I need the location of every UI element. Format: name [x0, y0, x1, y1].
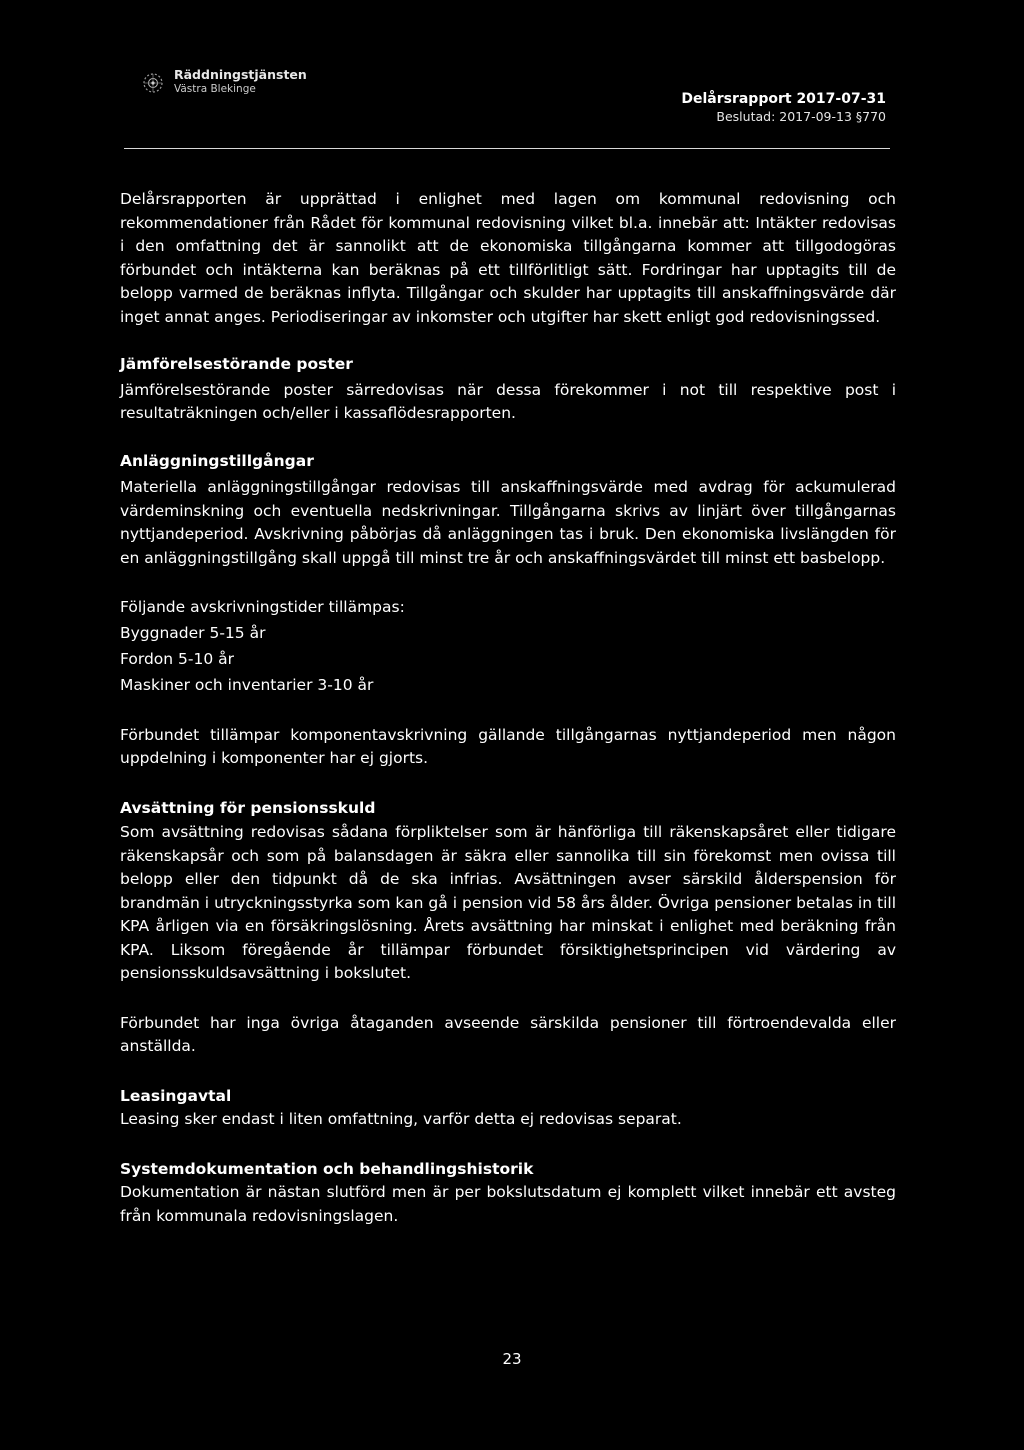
pension-provision-paragraph: Som avsättning redovisas sådana förpliktelser som är hänförliga till räkenskapsåret eller tidigare räkenskapsår och som på balansdagen är säkra eller sannolika till sin förekomst men ovissa till belopp eller den tidpunkt då de ska infrias. Avsättningen avser särskild ålderspension för brandmän i utryckningsstyrka som kan gå i pension vid 58 års ålder. Övriga pensioner betalas in till KPA årligen via en försäkringslösning. Årets avsättning har minskat i enlighet med beräkning från KPA. Liksom föregående år tillämpar förbundet försiktighetsprincipen vid värdering av pensionsskuldsavsättning i bokslutet.	[120, 823, 896, 982]
page-number: 23	[502, 1350, 522, 1368]
heading-pension-provision: Avsättning för pensionsskuld	[120, 798, 376, 817]
organization-name: Räddningstjänsten	[174, 67, 307, 82]
comparison-items-paragraph: Jämförelsestörande poster särredovisas när dessa förekommer i not till respektive post i resultaträkningen och/eller i kassaflödesrapporten.	[120, 380, 896, 422]
list-item: Fordon 5-10 år	[120, 649, 234, 668]
report-info	[681, 90, 886, 126]
depreciation-periods-list	[120, 620, 896, 698]
depreciation-list-intro: Följande avskrivningstider tillämpas:	[120, 598, 405, 616]
report-decision-date: Beslutad: 2017-09-13 §770	[716, 109, 886, 124]
other-pension-commitments-paragraph: Förbundet har inga övriga åtaganden avseende särskilda pensioner till förtroendevalda eller anställda.	[120, 1013, 896, 1055]
list-item: Byggnader 5-15 år	[120, 623, 266, 642]
system-documentation-paragraph: Dokumentation är nästan slutförd men är per bokslutsdatum ej komplett vilket innebär ett avsteg från kommunala redovisningslagen.	[120, 1183, 896, 1225]
heading-leasing: Leasingavtal	[120, 1086, 232, 1105]
rescue-service-emblem-icon	[138, 68, 168, 98]
organization-logo	[138, 68, 307, 98]
page-header	[0, 0, 1024, 150]
fixed-assets-paragraph: Materiella anläggningstillgångar redovisas till anskaffningsvärde med avdrag för ackumulerad värdeminskning och eventuella nedskrivningar. Tillgångarna skrivs av linjärt över tillgångarnas nyttjandeperiod. Avskrivning påbörjas då anläggningen tas i bruk. Den ekonomiska livslängden för en anläggningstillgång skall uppgå till minst tre år och anskaffningsvärdet till minst ett basbelopp.	[120, 478, 896, 567]
heading-system-documentation: Systemdokumentation och behandlingshistorik	[120, 1159, 534, 1178]
organization-subtitle: Västra Blekinge	[174, 83, 256, 95]
header-divider	[124, 148, 890, 149]
component-depreciation-paragraph: Förbundet tillämpar komponentavskrivning gällande tillgångarnas nyttjandeperiod men någon uppdelning i komponenter har ej gjorts.	[120, 725, 896, 767]
report-title: Delårsrapport 2017-07-31	[681, 91, 886, 107]
intro-paragraph: Delårsrapporten är upprättad i enlighet med lagen om kommunal redovisning och rekommendationer från Rådet för kommunal redovisning vilket bl.a. innebär att: Intäkter redovisas i den omfattning det är sannolikt att de ekonomiska tillgångarna kommer att tillgodogöras förbundet och intäkterna kan beräknas på ett tillförlitligt sätt. Fordringar har upptagits till de belopp varmed de beräknas inflyta. Tillgångar och skulder har upptagits till anskaffningsvärde där inget annat anges. Periodiseringar av inkomster och utgifter har skett enligt god redovisningssed.	[120, 190, 896, 326]
heading-fixed-assets: Anläggningstillgångar	[120, 451, 314, 470]
heading-comparison-items: Jämförelsestörande poster	[120, 355, 353, 373]
document-body	[120, 188, 896, 1228]
leasing-paragraph: Leasing sker endast i liten omfattning, varför detta ej redovisas separat.	[120, 1110, 682, 1128]
list-item: Maskiner och inventarier 3-10 år	[120, 675, 374, 694]
